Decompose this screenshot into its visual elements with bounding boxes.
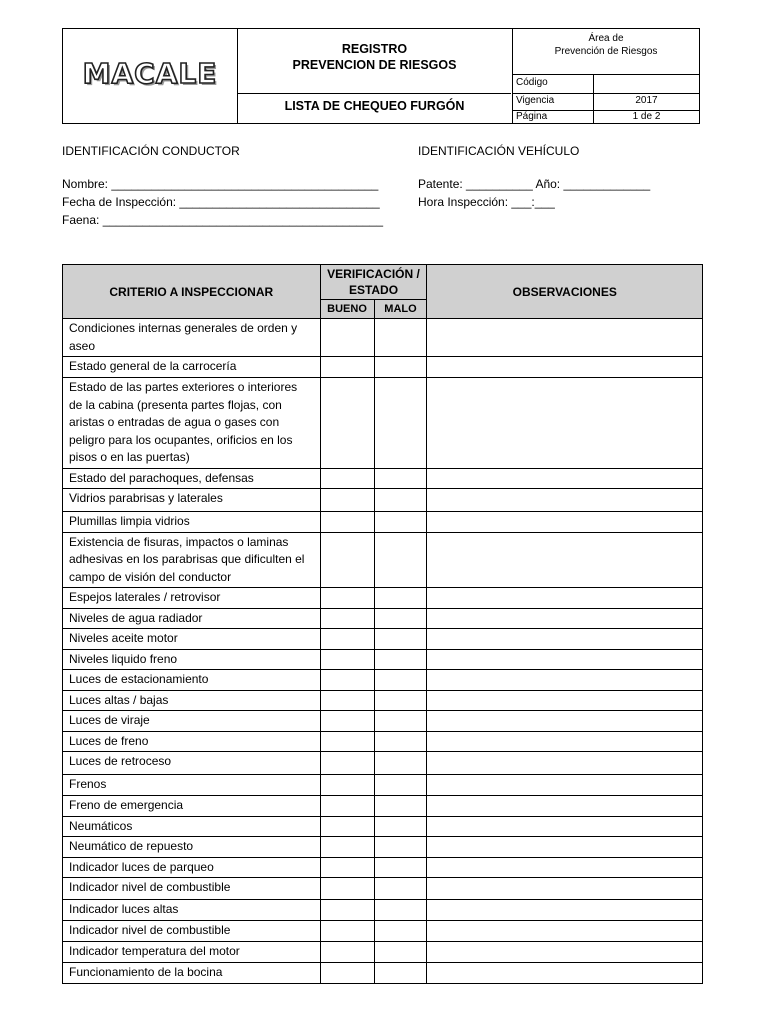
bueno-cell[interactable] (320, 837, 374, 858)
bueno-cell[interactable] (320, 857, 374, 878)
bueno-cell[interactable] (320, 690, 374, 711)
malo-cell[interactable] (374, 629, 427, 650)
criterio-cell: Luces de retroceso (63, 752, 321, 775)
bueno-cell[interactable] (320, 731, 374, 752)
checklist-row (63, 963, 703, 984)
bueno-cell[interactable] (320, 775, 374, 796)
criterio-cell: Condiciones internas generales de orden y aseo (63, 319, 321, 357)
checklist-row (63, 837, 703, 858)
area-line2: Prevención de Riesgos (554, 46, 658, 57)
bueno-cell[interactable] (320, 900, 374, 921)
malo-cell[interactable] (374, 857, 427, 878)
bueno-cell[interactable] (320, 378, 374, 469)
malo-cell[interactable] (374, 670, 427, 691)
criterio-cell: Indicador nivel de combustible (63, 878, 321, 900)
checklist-row (63, 690, 703, 711)
malo-cell[interactable] (374, 942, 427, 963)
faena-field[interactable]: Faena: __________________________________________ (62, 213, 383, 227)
observaciones-cell[interactable] (427, 816, 703, 837)
bueno-cell[interactable] (320, 532, 374, 588)
checklist-row (63, 588, 703, 609)
header-verificacion (320, 265, 427, 300)
observaciones-cell[interactable] (427, 489, 703, 512)
area-line1: Área de (588, 33, 624, 44)
malo-cell[interactable] (374, 963, 427, 984)
bueno-cell[interactable] (320, 878, 374, 900)
pagina-label: Página (516, 111, 548, 122)
checklist-row (63, 670, 703, 691)
criterio-cell: Niveles de agua radiador (63, 608, 321, 629)
malo-cell[interactable] (374, 921, 427, 942)
malo-cell[interactable] (374, 731, 427, 752)
checklist-body (63, 319, 703, 984)
bueno-cell[interactable] (320, 649, 374, 670)
criterio-cell: Luces de estacionamiento (63, 670, 321, 691)
checklist-row (63, 921, 703, 942)
observaciones-cell[interactable] (427, 752, 703, 775)
observaciones-cell[interactable] (427, 649, 703, 670)
bueno-cell[interactable] (320, 670, 374, 691)
malo-cell[interactable] (374, 837, 427, 858)
vigencia-label: Vigencia (516, 95, 555, 106)
malo-cell[interactable] (374, 816, 427, 837)
malo-cell[interactable] (374, 878, 427, 900)
checklist-row (63, 857, 703, 878)
criterio-cell: Indicador luces altas (63, 900, 321, 921)
malo-cell[interactable] (374, 357, 427, 378)
criterio-cell: Espejos laterales / retrovisor (63, 588, 321, 609)
company-logo: MACALE (82, 57, 218, 90)
criterio-cell: Neumáticos (63, 816, 321, 837)
bueno-cell[interactable] (320, 711, 374, 732)
vigencia-value: 2017 (635, 95, 658, 106)
document-title: LISTA DE CHEQUEO FURGÓN (284, 99, 465, 113)
criterio-cell: Vidrios parabrisas y laterales (63, 489, 321, 512)
observaciones-cell[interactable] (427, 629, 703, 650)
registro-line2: PREVENCION DE RIESGOS (292, 58, 457, 72)
malo-cell[interactable] (374, 588, 427, 609)
bueno-cell[interactable] (320, 489, 374, 512)
checklist-row (63, 775, 703, 796)
bueno-cell[interactable] (320, 942, 374, 963)
bueno-cell[interactable] (320, 629, 374, 650)
malo-cell[interactable] (374, 649, 427, 670)
checklist-row (63, 629, 703, 650)
observaciones-cell[interactable] (427, 795, 703, 816)
observaciones-cell[interactable] (427, 690, 703, 711)
observaciones-cell[interactable] (427, 468, 703, 489)
nombre-field[interactable]: Nombre: ________________________________________ (62, 177, 379, 191)
observaciones-cell[interactable] (427, 942, 703, 963)
malo-cell[interactable] (374, 608, 427, 629)
registro-line1: REGISTRO (341, 42, 408, 56)
registro-title (237, 41, 512, 73)
checklist-row (63, 816, 703, 837)
checklist-row (63, 731, 703, 752)
bueno-cell[interactable] (320, 795, 374, 816)
criterio-cell: Estado del parachoques, defensas (63, 468, 321, 489)
malo-cell[interactable] (374, 795, 427, 816)
bueno-cell[interactable] (320, 608, 374, 629)
checklist-row (63, 795, 703, 816)
bueno-cell[interactable] (320, 752, 374, 775)
header-verificacion-line1: VERIFICACIÓN / (327, 267, 420, 281)
malo-cell[interactable] (374, 512, 427, 533)
observaciones-cell[interactable] (427, 357, 703, 378)
criterio-cell: Indicador nivel de combustible (63, 921, 321, 942)
bueno-cell[interactable] (320, 588, 374, 609)
bueno-cell[interactable] (320, 963, 374, 984)
conductor-section-title: IDENTIFICACIÓN CONDUCTOR (62, 144, 240, 158)
observaciones-cell[interactable] (427, 670, 703, 691)
criterio-cell: Luces de freno (63, 731, 321, 752)
pagina-value: 1 de 2 (632, 111, 661, 122)
bueno-cell[interactable] (320, 921, 374, 942)
bueno-cell[interactable] (320, 357, 374, 378)
observaciones-cell[interactable] (427, 532, 703, 588)
observaciones-cell[interactable] (427, 963, 703, 984)
checklist-row (63, 378, 703, 469)
malo-cell[interactable] (374, 752, 427, 775)
criterio-cell: Plumillas limpia vidrios (63, 512, 321, 533)
observaciones-cell[interactable] (427, 775, 703, 796)
header-observaciones: OBSERVACIONES (427, 265, 703, 319)
area-label (512, 32, 700, 58)
observaciones-cell[interactable] (427, 857, 703, 878)
checklist-table (62, 264, 703, 984)
observaciones-cell[interactable] (427, 608, 703, 629)
header-malo: MALO (374, 300, 427, 319)
malo-cell[interactable] (374, 775, 427, 796)
criterio-cell: Estado de las partes exteriores o interiores de la cabina (presenta partes flojas, con aristas o entradas de agua o gases con peligro para los ocupantes, orificios en los pisos o en las puertas) (63, 378, 321, 469)
observaciones-cell[interactable] (427, 837, 703, 858)
criterio-cell: Freno de emergencia (63, 795, 321, 816)
observaciones-cell[interactable] (427, 921, 703, 942)
malo-cell[interactable] (374, 489, 427, 512)
criterio-cell: Existencia de fisuras, impactos o laminas adhesivas en los parabrisas que dificulten el campo de visión del conductor (63, 532, 321, 588)
document-header (62, 28, 700, 124)
bueno-cell[interactable] (320, 512, 374, 533)
criterio-cell: Luces de viraje (63, 711, 321, 732)
criterio-cell: Frenos (63, 775, 321, 796)
checklist-row (63, 878, 703, 900)
malo-cell[interactable] (374, 711, 427, 732)
observaciones-cell[interactable] (427, 711, 703, 732)
checklist-row (63, 711, 703, 732)
criterio-cell: Niveles aceite motor (63, 629, 321, 650)
checklist-row (63, 468, 703, 489)
observaciones-cell[interactable] (427, 319, 703, 357)
observaciones-cell[interactable] (427, 731, 703, 752)
checklist-row (63, 608, 703, 629)
fecha-inspeccion-field[interactable]: Fecha de Inspección: ______________________________ (62, 195, 380, 209)
malo-cell[interactable] (374, 900, 427, 921)
checklist-row (63, 942, 703, 963)
header-criterio: CRITERIO A INSPECCIONAR (63, 265, 321, 319)
hora-inspeccion-field[interactable]: Hora Inspección: ___:___ (418, 195, 555, 209)
observaciones-cell[interactable] (427, 900, 703, 921)
codigo-label: Código (516, 77, 548, 88)
header-verificacion-line2: ESTADO (348, 283, 399, 297)
malo-cell[interactable] (374, 690, 427, 711)
malo-cell[interactable] (374, 532, 427, 588)
patente-anio-field[interactable]: Patente: __________ Año: _____________ (418, 177, 651, 191)
checklist-row (63, 900, 703, 921)
checklist-row (63, 357, 703, 378)
checklist-row (63, 752, 703, 775)
checklist-row (63, 319, 703, 357)
bueno-cell[interactable] (320, 468, 374, 489)
checklist-row (63, 489, 703, 512)
criterio-cell: Niveles liquido freno (63, 649, 321, 670)
observaciones-cell[interactable] (427, 512, 703, 533)
observaciones-cell[interactable] (427, 588, 703, 609)
vehiculo-section-title: IDENTIFICACIÓN VEHÍCULO (418, 144, 580, 158)
criterio-cell: Luces altas / bajas (63, 690, 321, 711)
observaciones-cell[interactable] (427, 878, 703, 900)
checklist-row (63, 649, 703, 670)
observaciones-cell[interactable] (427, 378, 703, 469)
header-bueno: BUENO (320, 300, 374, 319)
criterio-cell: Indicador temperatura del motor (63, 942, 321, 963)
malo-cell[interactable] (374, 319, 427, 357)
malo-cell[interactable] (374, 468, 427, 489)
bueno-cell[interactable] (320, 816, 374, 837)
criterio-cell: Indicador luces de parqueo (63, 857, 321, 878)
checklist-row (63, 512, 703, 533)
bueno-cell[interactable] (320, 319, 374, 357)
criterio-cell: Neumático de repuesto (63, 837, 321, 858)
checklist-row (63, 532, 703, 588)
criterio-cell: Estado general de la carrocería (63, 357, 321, 378)
criterio-cell: Funcionamiento de la bocina (63, 963, 321, 984)
malo-cell[interactable] (374, 378, 427, 469)
